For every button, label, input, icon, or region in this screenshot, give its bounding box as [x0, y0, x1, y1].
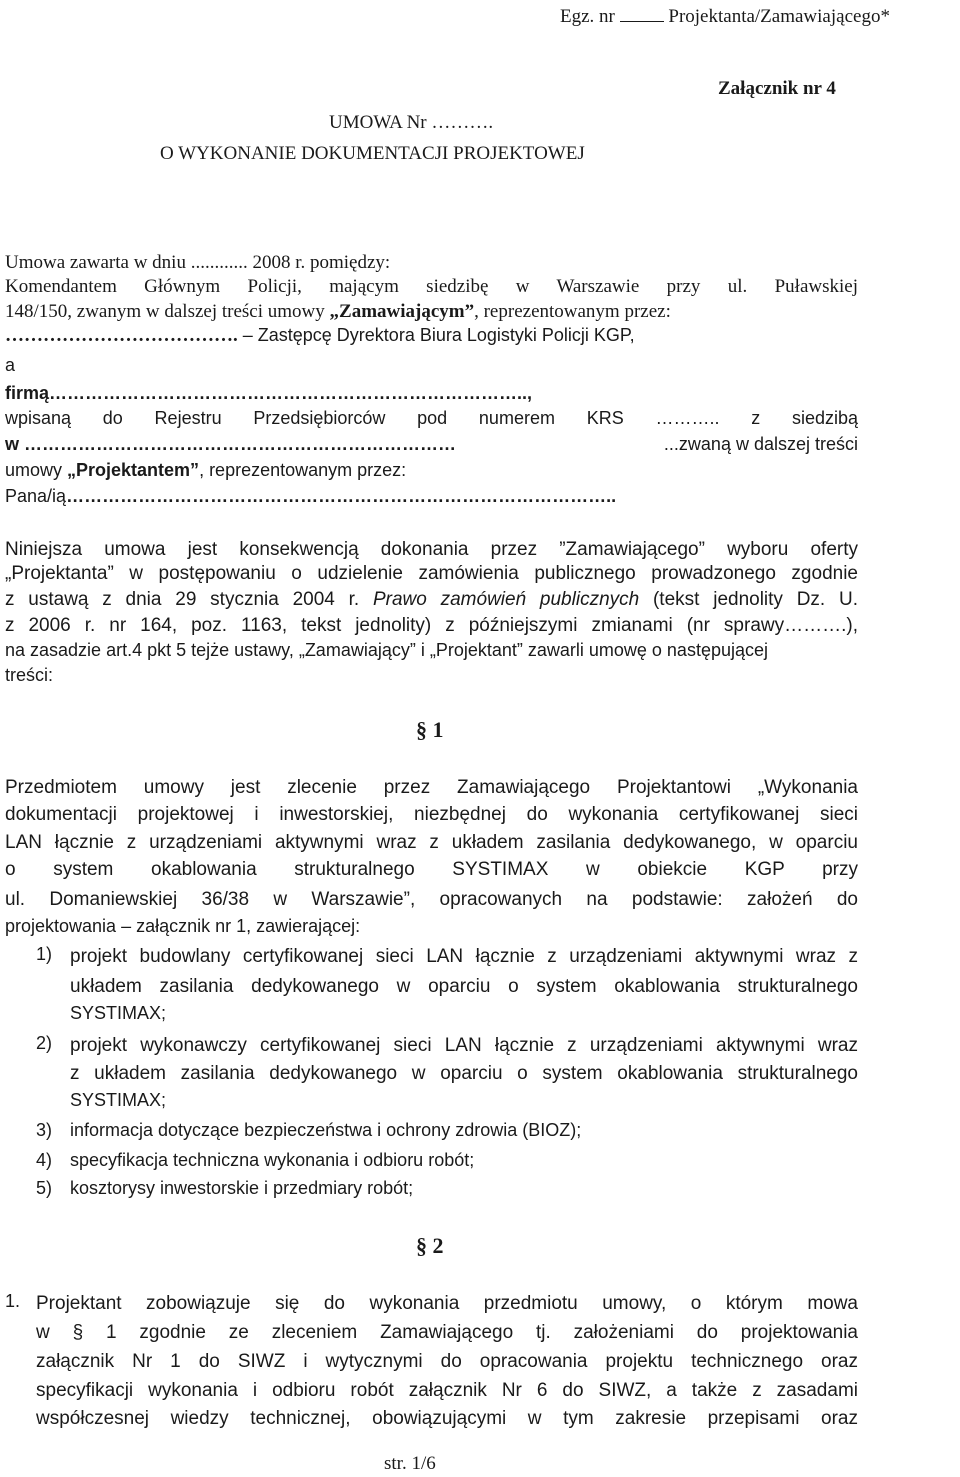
- preamble-line-5: na zasadzie art.4 pkt 5 tejże ustawy, „Zamawiający” i „Projektant” zawarli umowę o następującej: [5, 640, 768, 660]
- seat-dots: w ………………………………………………………………: [5, 434, 457, 454]
- list-item-text: układem zasilania dedykowanego w oparciu o system okablowania strukturalnego: [70, 976, 858, 997]
- intro-line-3: [5, 299, 671, 325]
- copy-number-blank: [620, 6, 664, 22]
- contract-subtitle: O WYKONANIE DOKUMENTACJI PROJEKTOWEJ: [160, 143, 585, 164]
- intro-line-10: [5, 486, 616, 507]
- preamble-line-2: „Projektanta” w postępowaniu o udzielenie zamówienia publicznego prowadzonego zgodnie: [5, 563, 858, 584]
- clause-line: współczesnej wiedzy technicznej, obowiązującymi w tym zakresie przepisami oraz: [36, 1408, 858, 1429]
- preamble-line-3: [5, 587, 858, 613]
- intro-line-9: [5, 460, 406, 481]
- list-item-number: 4): [36, 1150, 53, 1170]
- list-item-text: projekt budowlany certyfikowanej sieci LAN łącznie z urządzeniami aktywnymi wraz z: [70, 946, 858, 967]
- section-2-symbol: §: [416, 1233, 427, 1258]
- preamble-line-1: Niniejsza umowa jest konsekwencją dokonania przez ”Zamawiającego” wyboru oferty: [5, 539, 858, 560]
- intro-line-4: [5, 323, 635, 349]
- list-item-text: z układem zasilania dedykowanego w oparciu o system okablowania strukturalnego: [70, 1063, 858, 1084]
- list-item-text: specyfikacja techniczna wykonania i odbioru robót;: [70, 1150, 475, 1170]
- clause-line: Projektant zobowiązuje się do wykonania przedmiotu umowy, o którym mowa: [36, 1293, 858, 1314]
- pan-pani-label: Pana/ią: [5, 486, 67, 506]
- clause-number: 1.: [5, 1291, 21, 1311]
- section-1-symbol: §: [416, 717, 427, 742]
- copy-number-prefix: Egz. nr: [560, 6, 615, 27]
- attachment-label: Załącznik nr 4: [718, 78, 836, 99]
- section-1-line-4: o system okablowania strukturalnego SYSTIMAX w obiekcie KGP przy: [5, 859, 858, 880]
- representative-role: – Zastępcę Dyrektora Biura Logistyki Policji KGP,: [237, 325, 635, 345]
- list-item-text: informacja dotyczące bezpieczeństwa i ochrony zdrowia (BIOZ);: [70, 1120, 582, 1140]
- copy-number-header: [560, 4, 890, 30]
- clause-line: w § 1 zgodnie ze zleceniem Zamawiającego tj. założeniami do projektowania: [36, 1322, 858, 1343]
- krs-line: wpisaną do Rejestru Przedsiębiorców pod numerem KRS ……….. z siedzibą: [5, 408, 858, 428]
- page-number: str. 1/6: [384, 1453, 436, 1474]
- intro-line-9a: umowy: [5, 460, 68, 480]
- section-1-line-5: ul. Domaniewskiej 36/38 w Warszawie”, opracowanych na podstawie: założeń do: [5, 889, 858, 910]
- preamble-line-4: z 2006 r. nr 164, poz. 1163, tekst jednolity) z późniejszymi zmianami (nr sprawy……….),: [5, 615, 858, 636]
- act-title: Prawo zamówień publicznych: [372, 589, 640, 610]
- list-item-number: 1): [36, 944, 53, 964]
- section-1-line-6: projektowania – załącznik nr 1, zawierającej:: [5, 916, 361, 936]
- pan-pani-dots: ………………………………………………………………………………..: [66, 486, 617, 506]
- list-item-number: 2): [36, 1033, 53, 1053]
- clause-line: specyfikacji wykonania i odbioru robót załącznik Nr 6 do SIWZ, a także z zasadami: [36, 1380, 858, 1401]
- intro-date-line: Umowa zawarta w dniu ............ 2008 r. pomiędzy:: [5, 252, 391, 273]
- seat-called: ...zwaną w dalszej treści: [663, 434, 858, 454]
- list-item-number: 3): [36, 1120, 53, 1140]
- section-2-number: 2: [432, 1233, 444, 1258]
- list-item-text: SYSTIMAX;: [70, 1003, 167, 1023]
- section-1-heading: [416, 717, 444, 743]
- preamble-line-3c: (tekst jednolity Dz. U.: [639, 589, 858, 610]
- list-item-text: kosztorysy inwestorskie i przedmiary robót;: [70, 1178, 414, 1198]
- list-item-number: 5): [36, 1178, 53, 1198]
- section-1-line-2: dokumentacji projektowej i inwestorskiej, niezbędnej do wykonania certyfikowanej sieci: [5, 804, 858, 825]
- intro-line-9c: , reprezentowanym przez:: [199, 460, 407, 480]
- list-item-text: projekt wykonawczy certyfikowanej sieci LAN łącznie z urządzeniami aktywnymi wraz: [70, 1035, 858, 1056]
- section-1-line-1: Przedmiotem umowy jest zlecenie przez Zamawiającego Projektantowi „Wykonania: [5, 777, 858, 798]
- preamble-line-3a: z ustawą z dnia 29 stycznia 2004 r.: [5, 589, 373, 610]
- copy-number-suffix: Projektanta/Zamawiającego*: [668, 6, 890, 27]
- company-line: firmą……………………………………………………………………..,: [5, 383, 533, 403]
- intro-line-a: a: [5, 355, 16, 375]
- preamble-line-6: treści:: [5, 665, 54, 685]
- clause-line: załącznik Nr 1 do SIWZ i wytycznymi do opracowania projektu technicznego oraz: [36, 1351, 858, 1372]
- intro-line-2: Komendantem Głównym Policji, mającym siedzibę w Warszawie przy ul. Puławskiej: [5, 276, 858, 297]
- zamawiajacy-term: „Zamawiającym”: [329, 301, 475, 322]
- intro-line-3a: 148/150, zwanym w dalszej treści umowy: [5, 301, 330, 322]
- contract-title: UMOWA Nr ……….: [329, 112, 494, 133]
- intro-line-3c: , reprezentowanym przez:: [474, 301, 671, 322]
- section-2-heading: [416, 1233, 444, 1259]
- projektant-term: „Projektantem”: [67, 460, 200, 480]
- list-item-text: SYSTIMAX;: [70, 1090, 167, 1110]
- section-1-number: 1: [432, 717, 444, 742]
- section-1-line-3: LAN łącznie z urządzeniami aktywnymi wraz z układem zasilania dedykowanego, w oparciu: [5, 832, 858, 853]
- representative-dots: ……………………………….: [5, 325, 238, 346]
- seat-line: [5, 434, 858, 455]
